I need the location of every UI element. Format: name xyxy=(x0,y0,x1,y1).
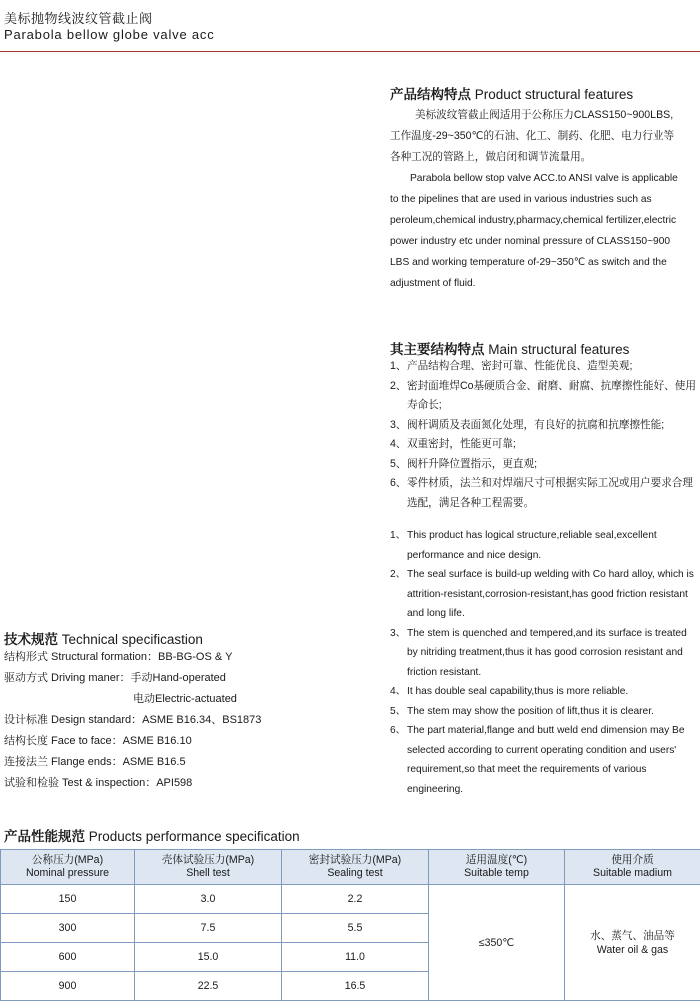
list-text: 阀杆升降位置指示，更直观; xyxy=(390,455,700,475)
header-en: Shell test xyxy=(135,867,281,880)
spec-row: 设计标准 Design standard：ASME B16.34、BS1873 xyxy=(4,710,261,731)
medium-cn: 水、蒸气、油品等 xyxy=(565,929,700,943)
cell-sealing-test: 5.5 xyxy=(282,914,429,943)
spec-row: 电动Electric-actuated xyxy=(4,689,261,710)
list-item xyxy=(390,474,700,513)
medium-en: Water oil & gas xyxy=(565,943,700,957)
header-cn: 使用介质 xyxy=(565,854,700,867)
list-item xyxy=(390,721,700,799)
list-item xyxy=(390,377,700,416)
spec-row: 连接法兰 Flange ends：ASME B16.5 xyxy=(4,752,261,773)
list-number: 3、 xyxy=(390,624,406,644)
list-number: 5、 xyxy=(390,455,406,475)
product-features-title-cn: 产品结构特点 xyxy=(390,87,471,103)
product-features-cn-paragraph xyxy=(390,105,700,168)
list-text: 密封面堆焊Co基硬质合金、耐磨、耐腐、抗摩擦性能好、使用寿命长; xyxy=(390,377,700,416)
cell-shell-test: 3.0 xyxy=(135,885,282,914)
list-text: 双重密封，性能更可靠; xyxy=(390,435,700,455)
performance-title xyxy=(4,825,300,845)
header-en: Suitable temp xyxy=(429,867,564,880)
text-line: adjustment of fluid. xyxy=(390,273,700,294)
spec-row: 驱动方式 Driving maner：手动Hand-operated xyxy=(4,668,261,689)
performance-title-cn: 产品性能规范 xyxy=(4,829,85,845)
list-item xyxy=(390,435,700,455)
list-text: The stem is quenched and tempered,and its surface is treated by nitriding treatment,thus it has good corrosion resistant and friction resistant. xyxy=(390,624,700,683)
list-number: 2、 xyxy=(390,565,406,585)
list-number: 6、 xyxy=(390,721,406,741)
text-line: 工作温度-29~350℃的石油、化工、制药、化肥、电力行业等 xyxy=(390,126,700,147)
cell-sealing-test: 2.2 xyxy=(282,885,429,914)
header-en: Suitable madium xyxy=(565,867,700,880)
header-en: Sealing test xyxy=(282,867,428,880)
cell-sealing-test: 11.0 xyxy=(282,943,429,972)
performance-title-en: Products performance specification xyxy=(89,829,300,844)
main-features-cn-list xyxy=(390,357,700,513)
list-number: 2、 xyxy=(390,377,406,397)
tech-spec-title xyxy=(4,628,203,648)
header-en: Nominal pressure xyxy=(1,867,134,880)
header-nominal-pressure xyxy=(1,850,135,885)
main-features-title xyxy=(390,338,629,358)
text-line: to the pipelines that are used in various industries such as xyxy=(390,189,700,210)
list-number: 4、 xyxy=(390,435,406,455)
cell-shell-test: 15.0 xyxy=(135,943,282,972)
header-shell-test xyxy=(135,850,282,885)
cell-shell-test: 7.5 xyxy=(135,914,282,943)
text-line: peroleum,chemical industry,pharmacy,chemical fertilizer,electric xyxy=(390,210,700,231)
list-number: 6、 xyxy=(390,474,406,494)
spec-row: 试验和检验 Test & inspection：API598 xyxy=(4,773,261,794)
performance-table xyxy=(0,849,700,1001)
cell-shell-test: 22.5 xyxy=(135,972,282,1001)
product-features-title xyxy=(390,83,633,103)
cell-suitable-temp: ≤350℃ xyxy=(429,885,565,1001)
tech-spec-title-cn: 技术规范 xyxy=(4,632,58,648)
text-line: LBS and working temperature of-29~350℃ as switch and the xyxy=(390,252,700,273)
cell-nominal-pressure: 600 xyxy=(1,943,135,972)
list-item xyxy=(390,624,700,683)
cell-nominal-pressure: 900 xyxy=(1,972,135,1001)
list-item xyxy=(390,702,700,722)
main-features-title-cn: 其主要结构特点 xyxy=(390,342,485,358)
header-divider xyxy=(0,51,700,52)
product-features-title-en: Product structural features xyxy=(475,87,633,102)
cell-nominal-pressure: 300 xyxy=(1,914,135,943)
list-number: 5、 xyxy=(390,702,406,722)
main-features-title-en: Main structural features xyxy=(488,342,629,357)
list-item xyxy=(390,526,700,565)
table-row xyxy=(1,885,700,914)
list-item xyxy=(390,416,700,436)
table-header-row xyxy=(1,850,700,885)
list-text: 零件材质，法兰和对焊端尺寸可根据实际工况或用户要求合理选配，满足各种工程需要。 xyxy=(390,474,700,513)
header-cn: 适用温度(℃) xyxy=(429,854,564,867)
cell-nominal-pressure: 150 xyxy=(1,885,135,914)
text-line: Parabola bellow stop valve ACC.to ANSI valve is applicable xyxy=(390,168,700,189)
list-text: 阀杆调质及表面氮化处理，有良好的抗腐和抗摩擦性能; xyxy=(390,416,700,436)
tech-spec-title-en: Technical specificastion xyxy=(62,632,203,647)
page-title-cn: 美标抛物线波纹管截止阀 xyxy=(4,8,153,27)
tech-spec-list xyxy=(4,647,261,794)
header-suitable-medium xyxy=(565,850,700,885)
list-text: The seal surface is build-up welding with Co hard alloy, which is attrition-resistant,corrosion-resistant,has good friction resistant and long life. xyxy=(390,565,700,624)
main-features-en-list xyxy=(390,526,700,799)
text-line: power industry etc under nominal pressure of CLASS150~900 xyxy=(390,231,700,252)
list-item xyxy=(390,682,700,702)
list-item xyxy=(390,565,700,624)
list-text: This product has logical structure,reliable seal,excellent performance and nice design. xyxy=(390,526,700,565)
text-line: 美标波纹管截止阀适用于公称压力CLASS150~900LBS, xyxy=(390,105,700,126)
list-text: It has double seal capability,thus is more reliable. xyxy=(390,682,700,702)
header-cn: 壳体试验压力(MPa) xyxy=(135,854,281,867)
cell-sealing-test: 16.5 xyxy=(282,972,429,1001)
list-item xyxy=(390,357,700,377)
list-number: 1、 xyxy=(390,357,406,377)
header-suitable-temp xyxy=(429,850,565,885)
text-line: 各种工况的管路上，做启闭和调节流量用。 xyxy=(390,147,700,168)
header-cn: 公称压力(MPa) xyxy=(1,854,134,867)
list-text: 产品结构合理、密封可靠、性能优良、造型美观; xyxy=(390,357,700,377)
list-number: 3、 xyxy=(390,416,406,436)
header-cn: 密封试验压力(MPa) xyxy=(282,854,428,867)
spec-row: 结构形式 Structural formation：BB-BG-OS & Y xyxy=(4,647,261,668)
product-features-en-paragraph xyxy=(390,168,700,294)
page-title-en: Parabola bellow globe valve acc xyxy=(4,27,215,42)
spec-row: 结构长度 Face to face：ASME B16.10 xyxy=(4,731,261,752)
list-text: The part material,flange and butt weld end dimension may Be selected according to current operating condition and users' requirement,so that meet the requirements of various engineering. xyxy=(390,721,700,799)
list-number: 1、 xyxy=(390,526,406,546)
list-item xyxy=(390,455,700,475)
cell-suitable-medium xyxy=(565,885,700,1001)
list-number: 4、 xyxy=(390,682,406,702)
list-text: The stem may show the position of lift,thus it is clearer. xyxy=(390,702,700,722)
header-sealing-test xyxy=(282,850,429,885)
